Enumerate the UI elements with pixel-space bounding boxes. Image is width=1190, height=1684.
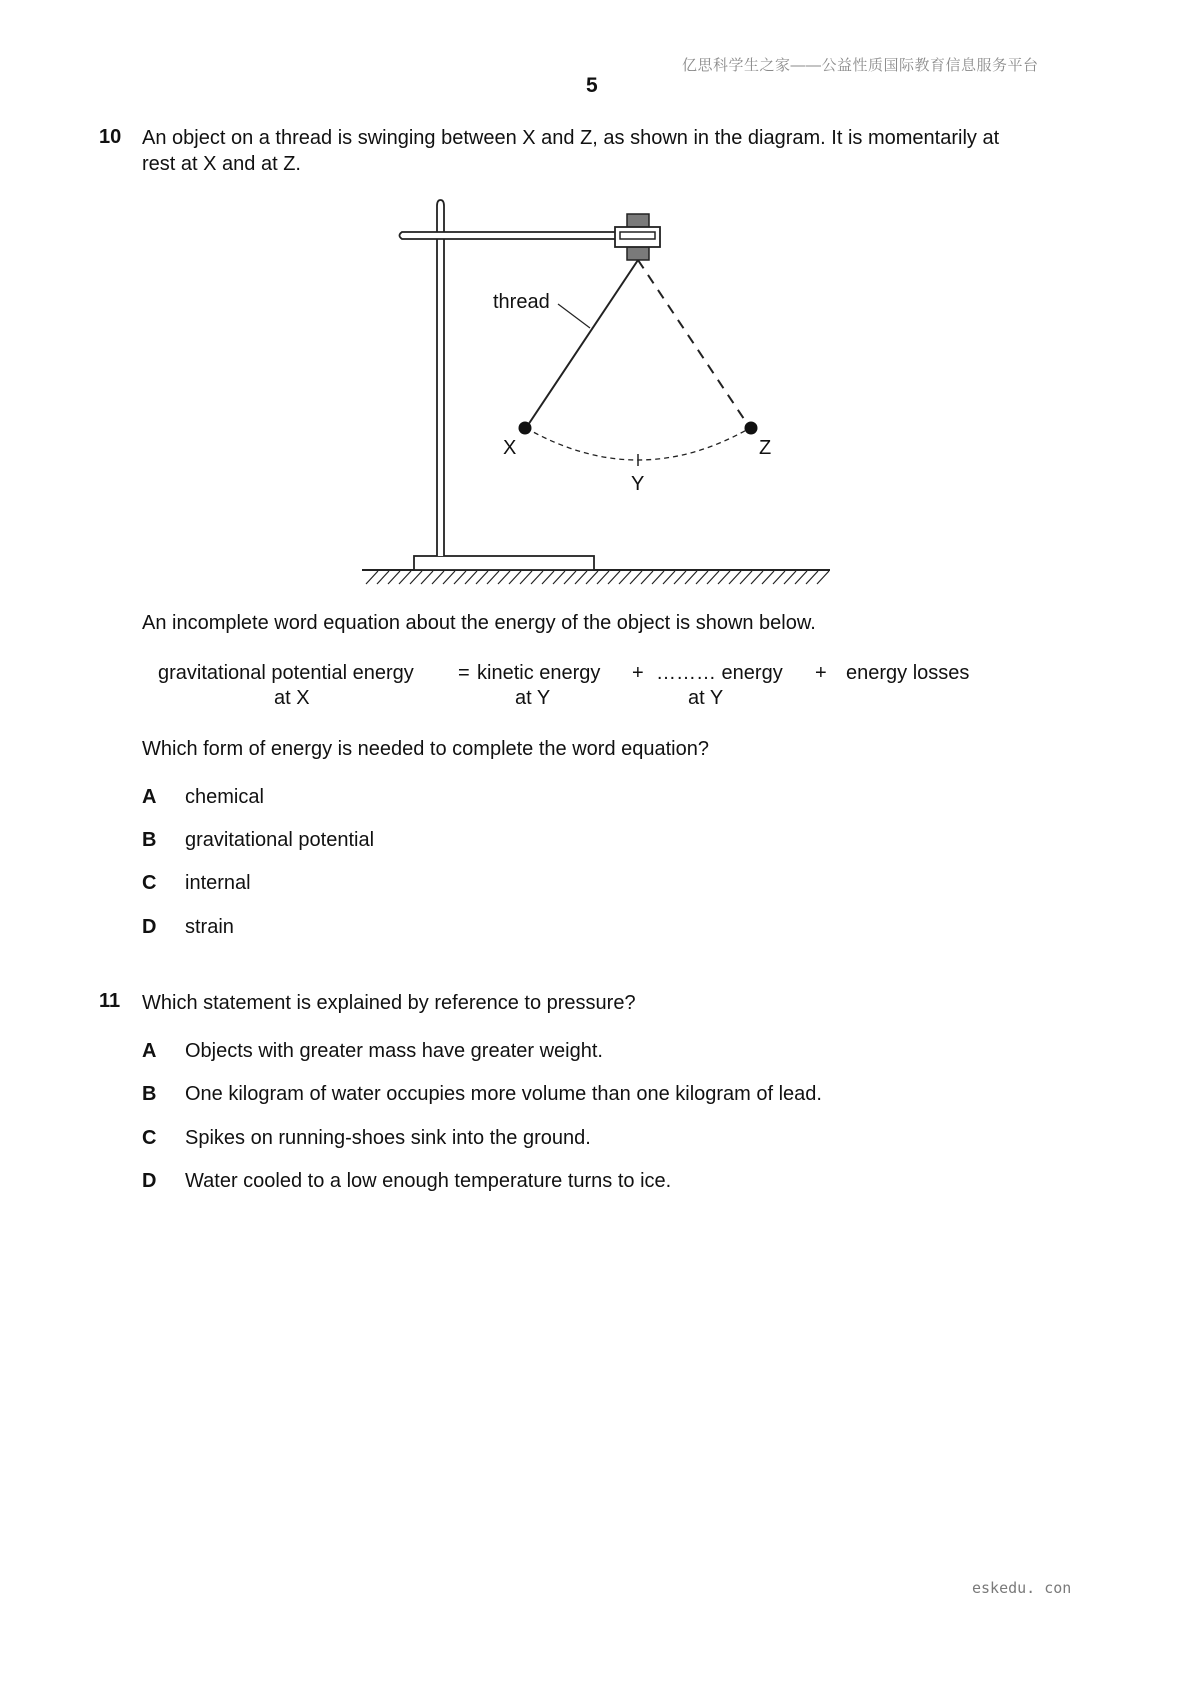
hatch-stroke: [388, 571, 400, 584]
stand-base: [414, 556, 594, 570]
q10-option-a-letter: A: [142, 786, 157, 808]
hatch-stroke: [674, 571, 686, 584]
bob-z: [745, 422, 758, 435]
hatch-stroke: [410, 571, 422, 584]
hatch-stroke: [729, 571, 741, 584]
q11-option-b-text: One kilogram of water occupies more volume than one kilogram of lead.: [185, 1083, 822, 1105]
equation-plus-1: +: [632, 662, 644, 684]
hatch-stroke: [718, 571, 730, 584]
hatch-stroke: [619, 571, 631, 584]
hatch-stroke: [476, 571, 488, 584]
hatch-stroke: [421, 571, 433, 584]
hatch-stroke: [608, 571, 620, 584]
hatch-stroke: [685, 571, 697, 584]
question-10-number: 10: [99, 126, 122, 148]
hatch-stroke: [586, 571, 598, 584]
question-10-stem-line1: An object on a thread is swinging between X and Z, as shown in the diagram. It is momentarily at: [142, 127, 1000, 149]
question-11-number: 11: [99, 990, 121, 1012]
thread-leader-line: [558, 304, 590, 328]
equation-term-ke: kinetic energy: [477, 662, 601, 684]
thread-dashed-z: [638, 260, 750, 428]
hatch-stroke: [487, 571, 499, 584]
hatch-stroke: [575, 571, 587, 584]
q11-option-d-letter: D: [142, 1170, 157, 1192]
question-10-stem-line2: rest at X and at Z.: [142, 153, 301, 175]
thread-line: [526, 260, 638, 428]
equation-term-losses: energy losses: [846, 662, 970, 684]
ground-hatching: [366, 571, 829, 584]
q10-option-b-letter: B: [142, 829, 157, 851]
equation-intro: An incomplete word equation about the energy of the object is shown below.: [142, 612, 816, 634]
watermark-text: 亿思科学生之家——公益性质国际教育信息服务平台: [682, 57, 1039, 74]
q11-option-a-letter: A: [142, 1040, 157, 1062]
hatch-stroke: [531, 571, 543, 584]
stand-arm: [400, 232, 618, 239]
hatch-stroke: [740, 571, 752, 584]
hatch-stroke: [762, 571, 774, 584]
hatch-stroke: [652, 571, 664, 584]
question-11-stem: Which statement is explained by reference to pressure?: [142, 992, 636, 1014]
equation-term-blank-sub: at Y: [688, 687, 724, 709]
q10-option-d-text: strain: [185, 916, 234, 938]
equation-term-ke-sub: at Y: [515, 687, 551, 709]
hatch-stroke: [707, 571, 719, 584]
q11-option-a-text: Objects with greater mass have greater weight.: [185, 1040, 603, 1062]
hatch-stroke: [377, 571, 389, 584]
hatch-stroke: [553, 571, 565, 584]
q10-option-a-text: chemical: [185, 786, 264, 808]
hatch-stroke: [641, 571, 653, 584]
equation-plus-2: +: [815, 662, 827, 684]
hatch-stroke: [663, 571, 675, 584]
q11-option-c-letter: C: [142, 1127, 157, 1149]
q10-option-d-letter: D: [142, 916, 157, 938]
equation-term-gpe: gravitational potential energy: [158, 662, 414, 684]
hatch-stroke: [443, 571, 455, 584]
hatch-stroke: [498, 571, 510, 584]
hatch-stroke: [465, 571, 477, 584]
q11-option-c-text: Spikes on running-shoes sink into the ground.: [185, 1127, 591, 1149]
pendulum-diagram: [0, 0, 1190, 600]
hatch-stroke: [520, 571, 532, 584]
hatch-stroke: [509, 571, 521, 584]
clamp-slot: [620, 232, 655, 239]
hatch-stroke: [454, 571, 466, 584]
hatch-stroke: [630, 571, 642, 584]
hatch-stroke: [696, 571, 708, 584]
hatch-stroke: [817, 571, 829, 584]
equation-term-blank: ……… energy: [656, 662, 783, 684]
hatch-stroke: [784, 571, 796, 584]
hatch-stroke: [564, 571, 576, 584]
label-x: X: [503, 437, 517, 459]
hatch-stroke: [597, 571, 609, 584]
stand-rod: [437, 200, 444, 556]
equation-equals: =: [458, 662, 470, 684]
q11-option-d-text: Water cooled to a low enough temperature turns to ice.: [185, 1170, 672, 1192]
hatch-stroke: [751, 571, 763, 584]
q10-option-c-text: internal: [185, 872, 251, 894]
q10-option-c-letter: C: [142, 872, 157, 894]
label-y: Y: [631, 473, 645, 495]
question-10-prompt: Which form of energy is needed to complete the word equation?: [142, 738, 709, 760]
page-number: 5: [586, 74, 598, 97]
bob-x: [519, 422, 532, 435]
hatch-stroke: [366, 571, 378, 584]
q11-option-b-letter: B: [142, 1083, 157, 1105]
hatch-stroke: [806, 571, 818, 584]
equation-term-gpe-sub: at X: [274, 687, 310, 709]
hatch-stroke: [542, 571, 554, 584]
hatch-stroke: [795, 571, 807, 584]
q10-option-b-text: gravitational potential: [185, 829, 375, 851]
hatch-stroke: [399, 571, 411, 584]
label-z: Z: [759, 437, 772, 459]
thread-label: thread: [493, 291, 550, 313]
hatch-stroke: [773, 571, 785, 584]
hatch-stroke: [432, 571, 444, 584]
footer-site: eskedu. con: [972, 1579, 1072, 1597]
